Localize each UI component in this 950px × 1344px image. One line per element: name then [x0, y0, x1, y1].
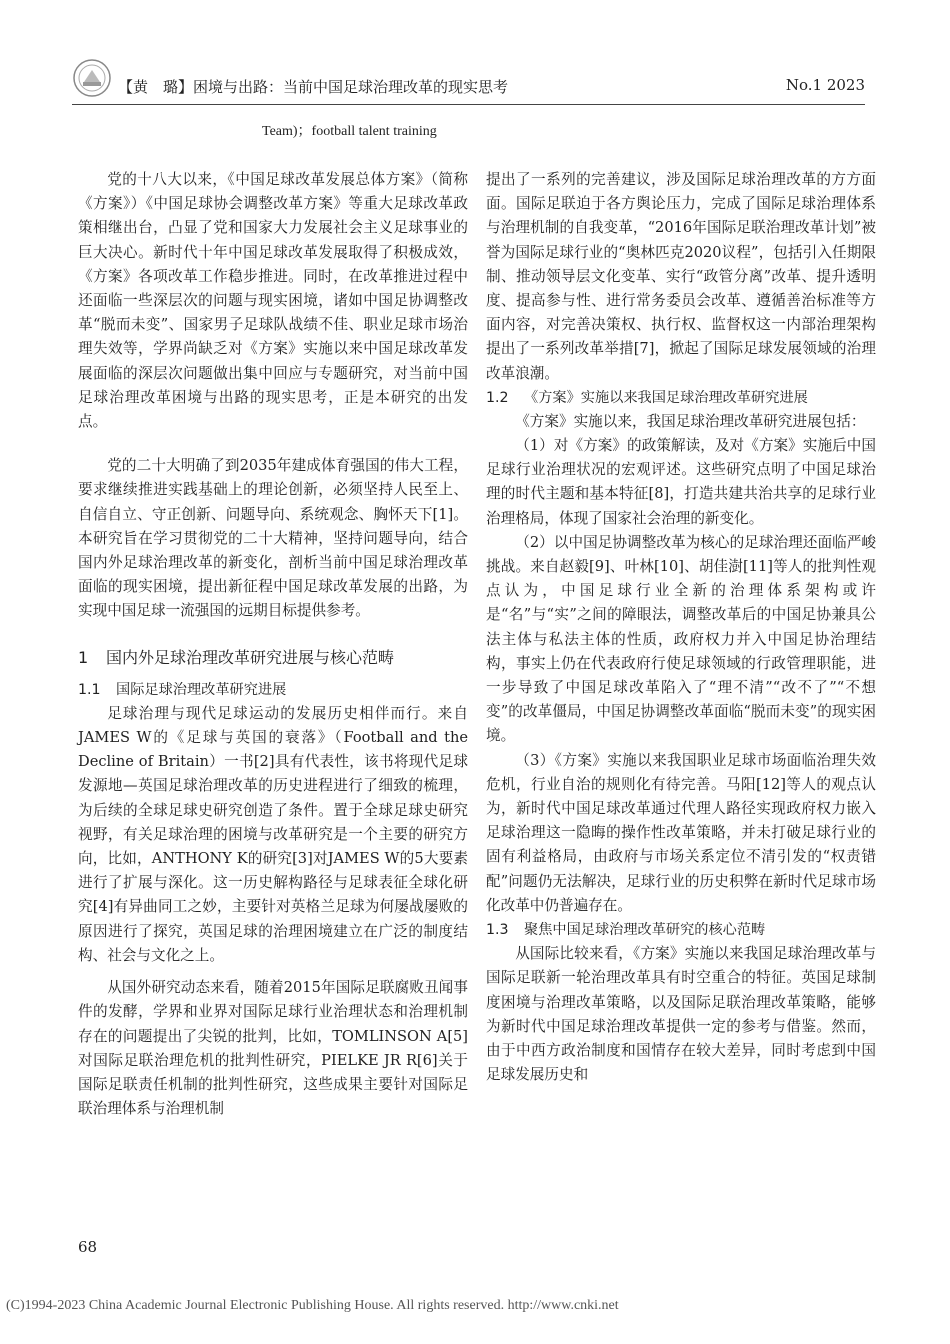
section-title: 国内外足球治理改革研究进展与核心范畴 [106, 647, 395, 667]
page-number: 68 [78, 1238, 98, 1256]
keywords-continuation: Team)；football talent training [262, 124, 437, 139]
section-heading-1-1 [78, 678, 468, 702]
paragraph: （1）对《方案》的政策解读，及对《方案》实施后中国足球行业治理状况的宏观评述。这些研究点明了中国足球治理的时代主题和基本特征[8]，打造共建共治共享的足球行业治理格局，体现了国家社会治理的新变化。 [486, 437, 876, 527]
section-heading-1-3 [486, 918, 876, 942]
paragraph: 《方案》实施以来，我国足球治理改革研究进展包括： [515, 412, 866, 430]
section-title: 国际足球治理改革研究进展 [116, 681, 287, 698]
section-heading-1 [78, 646, 468, 670]
copyright-line: (C)1994-2023 China Academic Journal Electronic Publishing House. All rights reserved. http://www.cnki.net [6, 1298, 619, 1313]
paragraph: 从国外研究动态来看，随着2015年国际足联腐败丑闻事件的发酵，学界和业界对国际足球行业治理状态和治理机制存在的问题提出了尖锐的批判，比如，TOMLINSON A[5]对国际足联治理危机的批判性研究，PIELKE JR R[6]关于国际足联责任机制的批判性研究，这些成果主要针对国际足联治理体系与治理机制 [78, 979, 468, 1118]
paragraph: 从国际比较来看，《方案》实施以来我国足球治理改革与国际足联新一轮治理改革具有时空重合的特征。英国足球制度困境与治理改革策略，以及国际足联治理改革策略，能够为新时代中国足球治理改革提供一定的参考与借鉴。然而，由于中西方政治制度和国情存在较大差异，同时考虑到中国足球发展历史和 [486, 945, 876, 1084]
paragraph: 党的十八大以来，《中国足球改革发展总体方案》（简称《方案》）《中国足球协会调整改革方案》等重大足球改革政策相继出台，凸显了党和国家大力发展社会主义足球事业的巨大决心。新时代十年中国足球改革发展取得了积极成效，《方案》各项改革工作稳步推进。同时，在改革推进过程中还面临一些深层次的问题与现实困境，诸如中国足协调整改革“脱而未变”、国家男子足球队战绩不佳、职业足球市场治理失效等，学界尚缺乏对《方案》实施以来中国足球改革发展面临的深层次问题做出集中回应与专题研究，对当前中国足球治理改革困境与出路的现实思考，正是本研究的出发点。 [78, 171, 468, 431]
section-title: 《方案》实施以来我国足球治理改革研究进展 [524, 389, 808, 406]
page-header [72, 64, 865, 108]
header-issue: No.1 2023 [785, 76, 865, 94]
paragraph: 提出了一系列的完善建议，涉及国际足球治理改革的方方面面。国际足联迫于各方舆论压力，完成了国际足球治理体系与治理机制的自我变革，“2016年国际足联治理改革计划”被誉为国际足球行业的“奥林匹克2020议程”，包括引入任期限制、推动领导层文化变革、实行“政管分离”改革、提升透明度、提高参与性、进行常务委员会改革、遵循善治标准等方面内容，对完善决策权、执行权、监督权这一内部治理架构提出了一系列改革举措[7]，掀起了国际足球发展领域的治理改革浪潮。 [486, 171, 876, 382]
section-heading-1-2 [486, 386, 876, 410]
header-title: 【黄 璐】困境与出路：当前中国足球治理改革的现实思考 [118, 78, 509, 96]
left-column [78, 168, 468, 1121]
paragraph: 党的二十大明确了到2035年建成体育强国的伟大工程，要求继续推进实践基础上的理论创新，必须坚持人民至上、自信自立、守正创新、问题导向、系统观念、胸怀天下[1]。本研究旨在学习贯彻党的二十大精神，坚持问题导向，结合国内外足球治理改革的新变化，剖析当前中国足球治理改革面临的现实困境，提出新征程中国足球改革发展的出路，为实现中国足球一流强国的远期目标提供参考。 [78, 457, 468, 620]
paragraph: （3）《方案》实施以来我国职业足球市场面临治理失效危机，行业自治的规则化有待完善。马阳[12]等人的观点认为，新时代中国足球改革通过代理人路径实现政府权力嵌入足球治理这一隐晦的操作性改革策略，并未打破足球行业的固有利益格局，由政府与市场关系定位不清引发的“权责错配”问题仍无法解决，足球行业的历史积弊在新时代足球市场化改革中仍普遍存在。 [486, 751, 876, 914]
right-column [486, 168, 876, 1087]
section-title: 聚焦中国足球治理改革研究的核心范畴 [524, 922, 766, 939]
paragraph: 足球治理与现代足球运动的发展历史相伴而行。来自JAMES W的《足球与英国的衰落》（Football and the Decline of Britain）一书[2]具有代表性，该书将现代足球发源地—英国足球治理改革的历史进程进行了细致的梳理，为后续的全球足球史研究创造了条件。置于全球足球史研究视野，有关足球治理的困境与改革研究是一个主要的研究方向，比如，ANTHONY K的研究[3]对JAMES W的5大要素进行了扩展与深化。这一历史解构路径与足球表征全球化研究[4]有异曲同工之妙，主要针对英格兰足球为何屡战屡败的原因进行了探究，英国足球的治理困境建立在广泛的制度结构、社会与文化之上。 [78, 704, 468, 964]
paragraph: （2）以中国足协调整改革为核心的足球治理还面临严峻挑战。来自赵毅[9]、叶林[10]、胡佳澍[11]等人的批判性观点认为，中国足球行业全新的治理体系架构或许是“名”与“实”之间的障眼法，调整改革后的中国足协兼具公法主体与私法主体的性质，政府权力并入中国足协治理结构，事实上仍在代表政府行使足球领域的行政管理职能，进一步导致了中国足球改革陷入了“理不清”“改不了”“不想变”的改革僵局，中国足协调整改革面临“脱而未变”的现实困境。 [486, 533, 876, 745]
section-number: 1.1 [78, 681, 101, 698]
section-number: 1 [78, 647, 89, 667]
section-number: 1.2 [486, 389, 509, 406]
journal-logo-icon [72, 58, 112, 98]
header-divider [72, 104, 865, 105]
section-number: 1.3 [486, 922, 509, 939]
